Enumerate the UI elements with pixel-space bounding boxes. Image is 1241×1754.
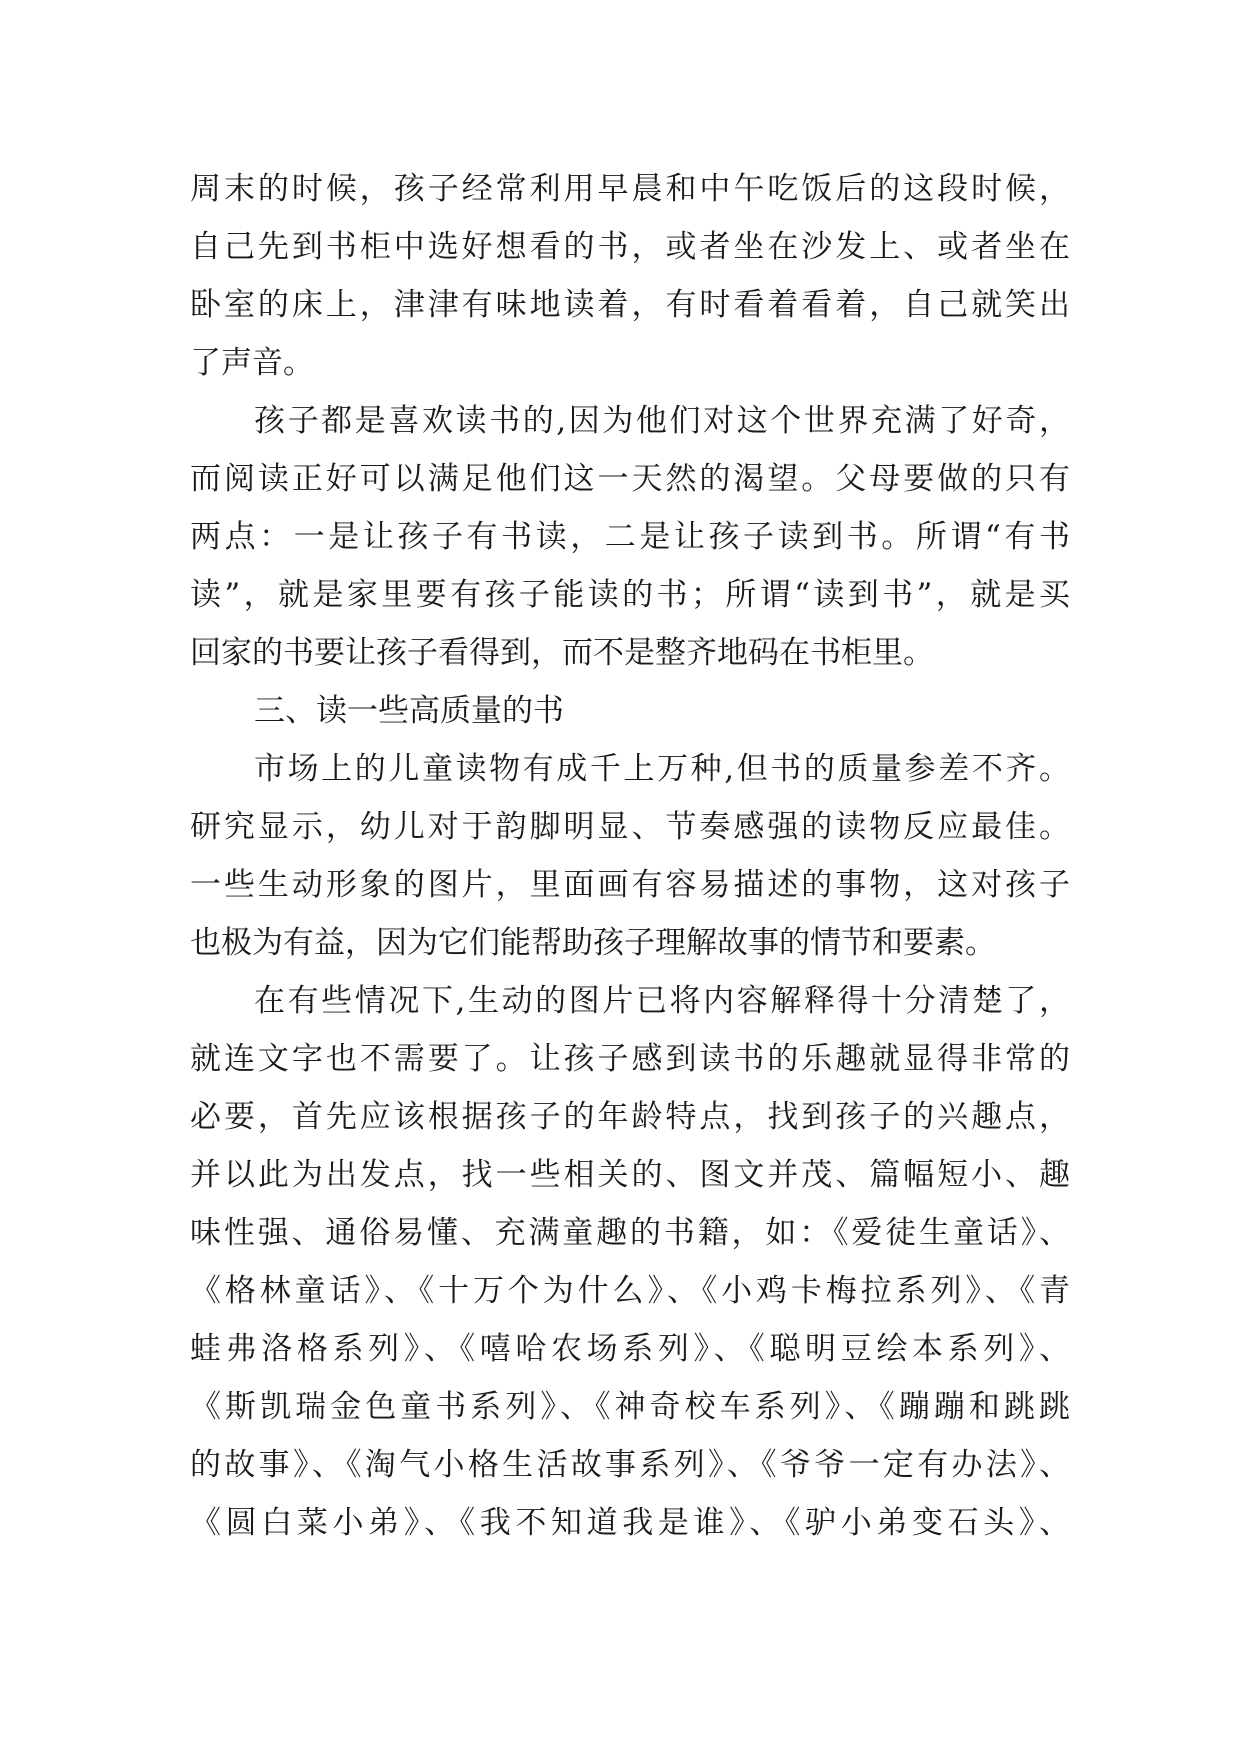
paragraph-start-line: 孩子都是喜欢读书的,因为他们对这个世界充满了好奇，: [254, 403, 1070, 439]
text-line: 蛙弗洛格系列》、《嘻哈农场系列》、《聪明豆绘本系列》、: [190, 1331, 1070, 1367]
section-heading: 三、读一些高质量的书: [254, 693, 564, 729]
text-line: 两点：一是让孩子有书读，二是让孩子读到书。所谓“有书: [190, 519, 1070, 555]
text-line: 卧室的床上，津津有味地读着，有时看着看着，自己就笑出: [190, 287, 1070, 323]
paragraph-start-line: 市场上的儿童读物有成千上万种,但书的质量参差不齐。: [254, 751, 1070, 787]
text-line: 《斯凯瑞金色童书系列》、《神奇校车系列》、《蹦蹦和跳跳: [190, 1389, 1070, 1425]
text-line: 必要，首先应该根据孩子的年龄特点，找到孩子的兴趣点，: [190, 1099, 1070, 1135]
text-line: 《格林童话》、《十万个为什么》、《小鸡卡梅拉系列》、《青: [190, 1273, 1070, 1309]
text-line: 就连文字也不需要了。让孩子感到读书的乐趣就显得非常的: [190, 1041, 1070, 1077]
text-line: 周末的时候，孩子经常利用早晨和中午吃饭后的这段时候，: [190, 171, 1070, 207]
text-line: 也极为有益，因为它们能帮助孩子理解故事的情节和要素。: [190, 925, 996, 961]
text-line: 味性强、通俗易懂、充满童趣的书籍，如：《爱徒生童话》、: [190, 1215, 1070, 1251]
text-line: 读”，就是家里要有孩子能读的书；所谓“读到书”，就是买: [190, 577, 1070, 613]
text-line: 自己先到书柜中选好想看的书，或者坐在沙发上、或者坐在: [190, 229, 1070, 265]
text-line: 而阅读正好可以满足他们这一天然的渴望。父母要做的只有: [190, 461, 1070, 497]
text-line: 的故事》、《淘气小格生活故事系列》、《爷爷一定有办法》、: [190, 1447, 1070, 1483]
text-line: 一些生动形象的图片，里面画有容易描述的事物，这对孩子: [190, 867, 1070, 903]
text-line: 并以此为出发点，找一些相关的、图文并茂、篇幅短小、趣: [190, 1157, 1070, 1193]
document-body: [190, 160, 1070, 1552]
text-line: 了声音。: [190, 345, 314, 381]
text-line: 《圆白菜小弟》、《我不知道我是谁》、《驴小弟变石头》、: [190, 1505, 1070, 1541]
text-line: 研究显示，幼儿对于韵脚明显、节奏感强的读物反应最佳。: [190, 809, 1070, 845]
paragraph-start-line: 在有些情况下,生动的图片已将内容解释得十分清楚了，: [254, 983, 1070, 1019]
text-line: 回家的书要让孩子看得到，而不是整齐地码在书柜里。: [190, 635, 934, 671]
